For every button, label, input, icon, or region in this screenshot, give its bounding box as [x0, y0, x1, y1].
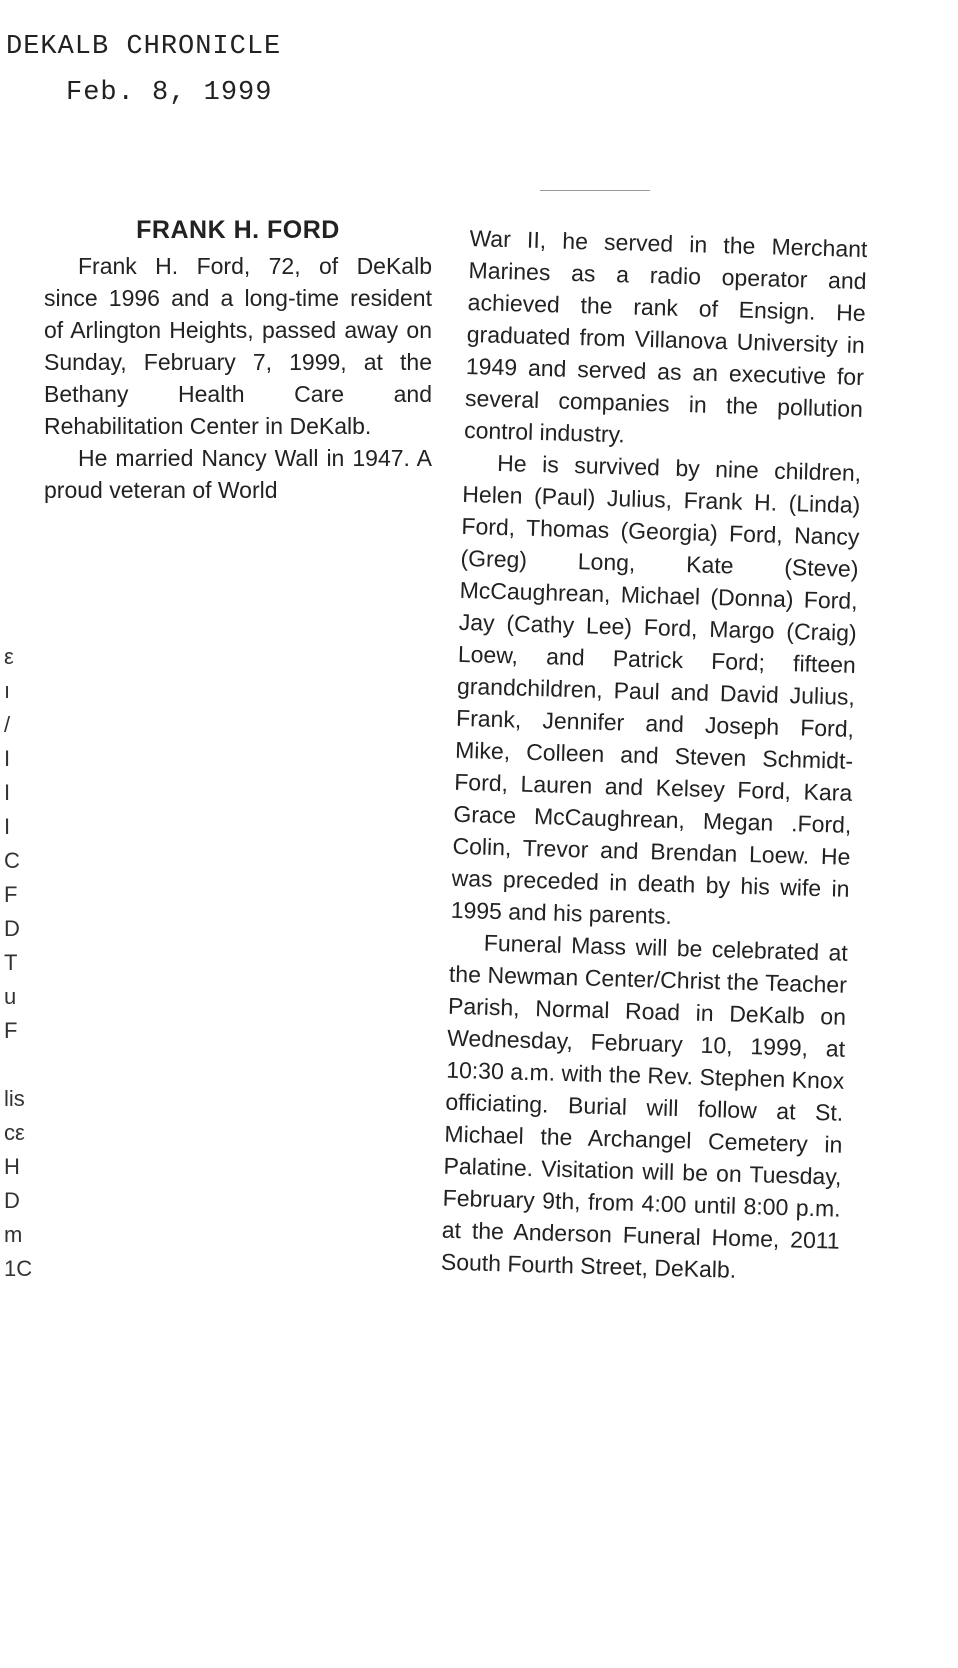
publication-name: DEKALB CHRONICLE	[6, 32, 282, 62]
edge-fragment: /	[4, 712, 11, 737]
edge-fragment: I	[4, 780, 11, 805]
edge-fragment: F	[4, 1018, 18, 1043]
edge-fragment: 1C	[4, 1256, 33, 1281]
edge-fragment: D	[4, 916, 20, 941]
edge-fragment	[4, 606, 34, 640]
adjacent-column-fragments	[4, 572, 34, 1286]
obituary-paragraph: War II, he served in the Merchant Marines as a radio operator and achieved the rank of Ensign. He graduated from Villanova University in 1949 and served as an executive for several companies in the pollution control industry.	[463, 224, 868, 448]
edge-fragment: I	[4, 746, 11, 771]
edge-fragment: C	[4, 848, 20, 873]
edge-fragment: D	[4, 1188, 20, 1213]
edge-fragment	[4, 1048, 34, 1082]
obituary-column-left	[44, 214, 432, 506]
obituary-paragraph: Funeral Mass will be celebrated at the Newman Center/Christ the Teacher Parish, Normal Road in DeKalb on Wednesday, February 10, 1999, at 10:30 a.m. with the Rev. Stephen Knox officiating. Burial will follow at St. Michael the Archangel Cemetery in Palatine. Visitation will be on Tuesday, February 9th, from 4:00 until 8:00 p.m. at the Anderson Funeral Home, 2011 South Fourth Street, DeKalb.	[440, 929, 849, 1283]
edge-fragment: m	[4, 1222, 23, 1247]
obituary-paragraph: Frank H. Ford, 72, of DeKalb since 1996 and a long-time resident of Arlington Heights, passed away on Sunday, February 7, 1999, at the Bethany Health Care and Rehabilitation Center in DeKalb.	[44, 253, 432, 439]
edge-fragment: H	[4, 1154, 20, 1179]
column-top-rule	[540, 190, 650, 191]
obituary-paragraph: He is survived by nine children, Helen (Paul) Julius, Frank H. (Linda) Ford, Thomas (Georgia) Ford, Nancy (Greg) Long, Kate (Steve) McCaughrean, Michael (Donna) Ford, Jay (Cathy Lee) Ford, Margo (Craig) Loew, and Patrick Ford; fifteen grandchildren, Paul and David Julius, Frank, Jennifer and Joseph Ford, Mike, Colleen and Steven Schmidt-Ford, Lauren and Kelsey Ford, Kara Grace McCaughrean, Megan .Ford, Colin, Trevor and Brendan Loew. He was preceded in death by his wife in 1995 and his parents.	[450, 449, 862, 929]
edge-fragment: cε	[4, 1120, 25, 1145]
edge-fragment: ı	[4, 678, 11, 703]
edge-fragment: lis	[4, 1086, 25, 1111]
obituary-paragraph: He married Nancy Wall in 1947. A proud veteran of World	[44, 445, 432, 503]
obituary-title: FRANK H. FORD	[136, 216, 340, 244]
publication-date: Feb. 8, 1999	[66, 78, 273, 108]
edge-fragment	[4, 572, 34, 606]
edge-fragment: F	[4, 882, 18, 907]
edge-fragment: T	[4, 950, 18, 975]
edge-fragment: u	[4, 984, 17, 1009]
obituary-column-right	[441, 222, 868, 1289]
edge-fragment: ε	[4, 644, 14, 669]
edge-fragment: I	[4, 814, 11, 839]
